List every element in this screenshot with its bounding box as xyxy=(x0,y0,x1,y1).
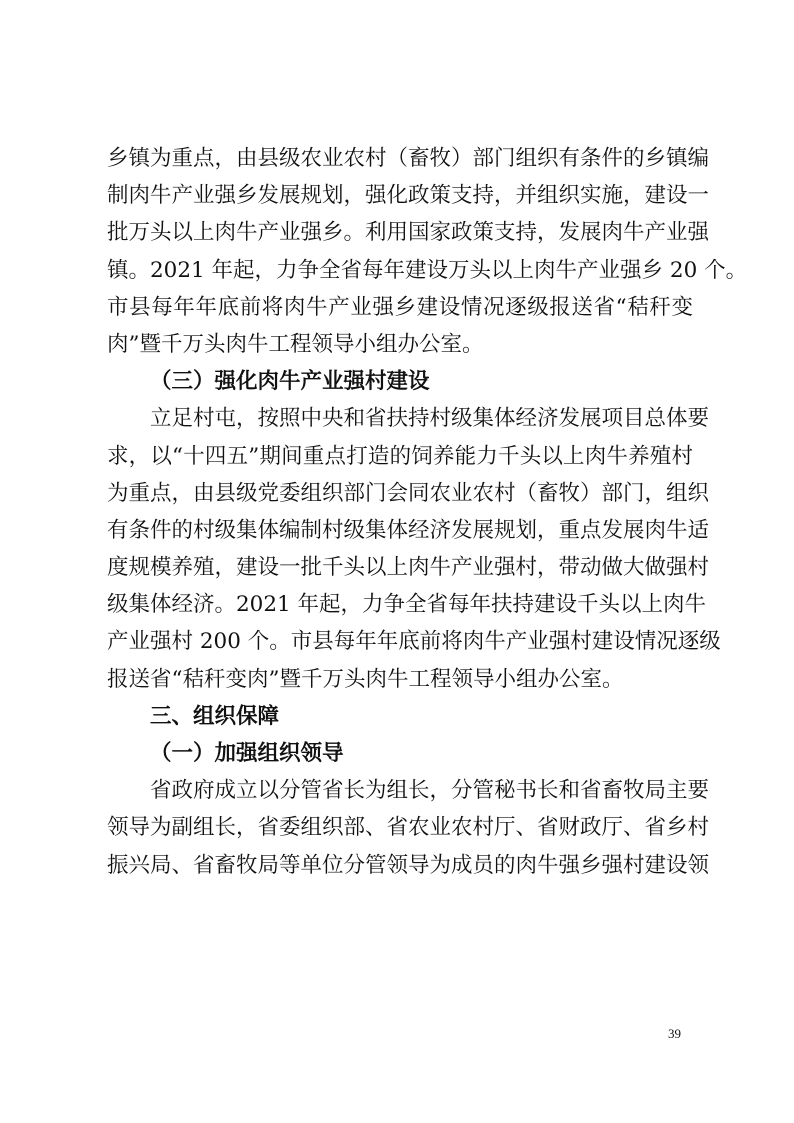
section-heading: 三、组织保障 xyxy=(150,703,280,729)
paragraph-line: 市县每年年底前将肉牛产业强乡建设情况逐级报送省“秸秆变 xyxy=(107,294,693,320)
paragraph-line: 肉”暨千万头肉牛工程领导小组办公室。 xyxy=(107,331,484,357)
paragraph-line: 领导为副组长，省委组织部、省农业农村厅、省财政厅、省乡村 xyxy=(107,815,710,841)
paragraph-line: 省政府成立以分管省长为组长，分管秘书长和省畜牧局主要 xyxy=(150,778,710,804)
paragraph-line: 有条件的村级集体编制村级集体经济发展规划，重点发展肉牛适 xyxy=(107,517,710,543)
section-heading: （三）强化肉牛产业强村建设 xyxy=(150,369,430,395)
paragraph-line: 度规模养殖，建设一批千头以上肉牛产业强村，带动做大做强村 xyxy=(107,555,710,581)
paragraph-line: 振兴局、省畜牧局等单位分管领导为成员的肉牛强乡强村建设领 xyxy=(107,852,710,878)
page-number: 39 xyxy=(668,1026,681,1041)
paragraph-line: 制肉牛产业强乡发展规划，强化政策支持，并组织实施，建设一 xyxy=(107,183,710,209)
paragraph-line: 报送省“秸秆变肉”暨千万头肉牛工程领导小组办公室。 xyxy=(107,666,624,692)
paragraph-line: 求，以“十四五”期间重点打造的饲养能力千头以上肉牛养殖村 xyxy=(107,443,693,469)
paragraph-line: 级集体经济。2021 年起，力争全省每年扶持建设千头以上肉牛 xyxy=(107,592,707,618)
paragraph-line: 批万头以上肉牛产业强乡。利用国家政策支持，发展肉牛产业强 xyxy=(107,220,710,246)
document-body xyxy=(107,140,748,884)
paragraph-line: 立足村屯，按照中央和省扶持村级集体经济发展项目总体要 xyxy=(150,406,710,432)
subsection-heading: （一）加强组织领导 xyxy=(150,741,344,766)
paragraph-line: 为重点，由县级党委组织部门会同农业农村（畜牧）部门，组织 xyxy=(107,480,710,506)
paragraph-line: 乡镇为重点，由县级农业农村（畜牧）部门组织有条件的乡镇编 xyxy=(107,146,710,171)
paragraph-line: 产业强村 200 个。市县每年年底前将肉牛产业强村建设情况逐级 xyxy=(107,629,721,655)
paragraph-line: 镇。2021 年起，力争全省每年建设万头以上肉牛产业强乡 20 个。 xyxy=(107,257,748,283)
